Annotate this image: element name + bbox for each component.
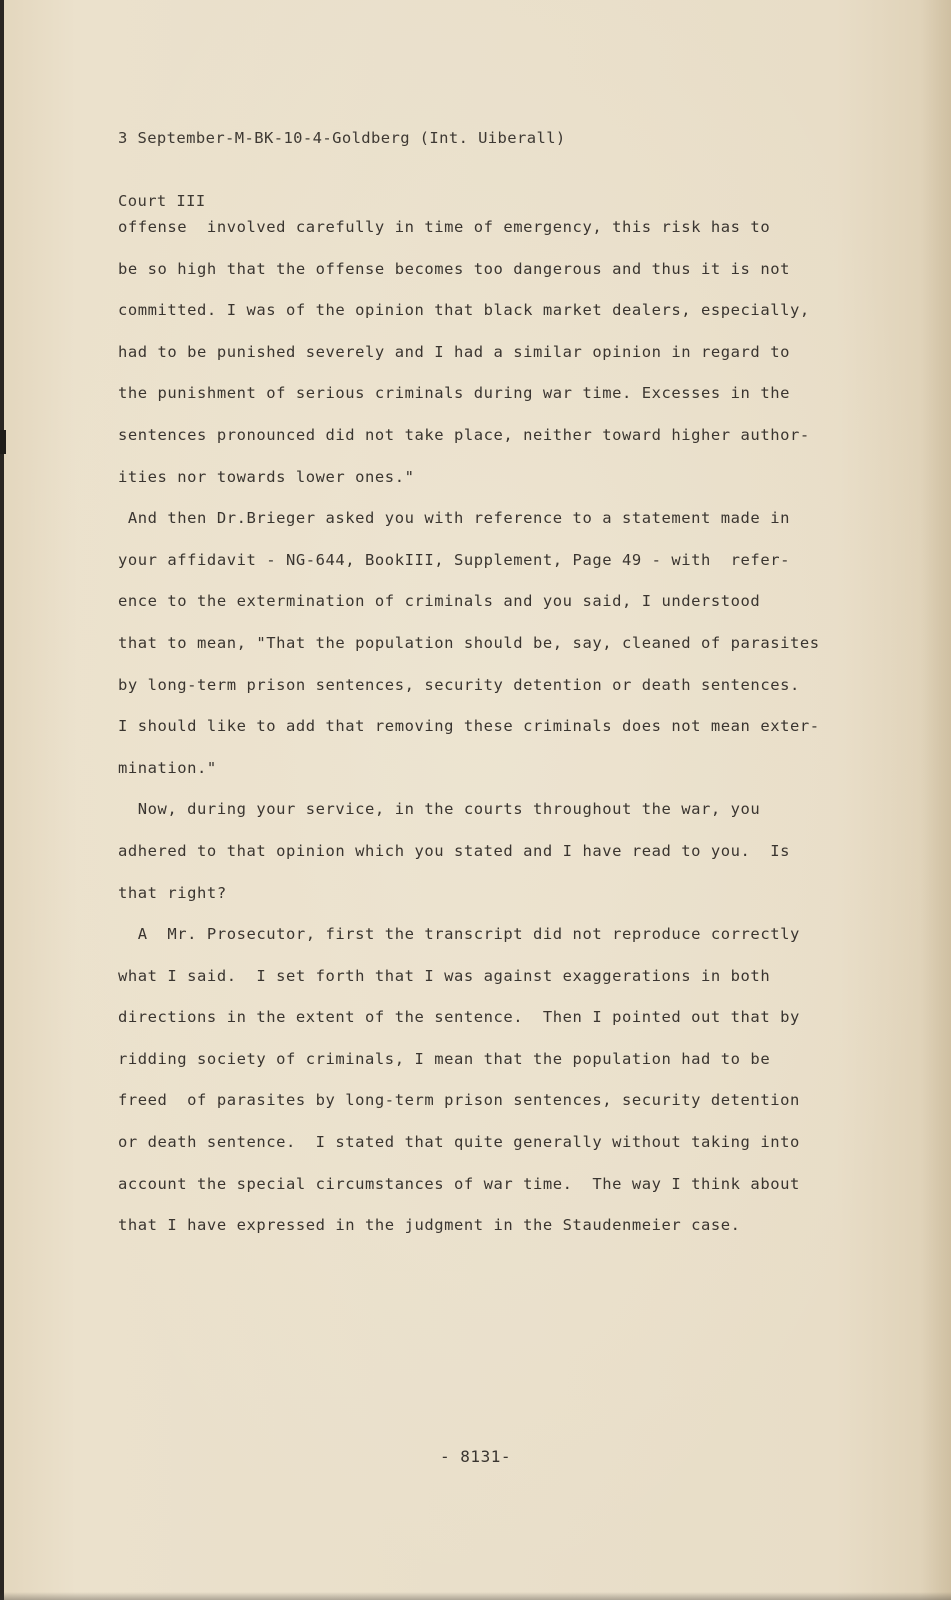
transcript-line: ridding society of criminals, I mean that the population had to be (118, 1049, 771, 1068)
header-session-line: 3 September-M-BK-10-4-Goldberg (Int. Uiberall) (118, 129, 566, 147)
transcript-line: committed. I was of the opinion that black market dealers, especially, (118, 301, 810, 320)
transcript-line: account the special circumstances of war time. The way I think about (118, 1174, 800, 1193)
transcript-line: mination." (118, 758, 217, 777)
transcript-line: had to be punished severely and I had a similar opinion in regard to (118, 342, 790, 361)
transcript-body (118, 207, 858, 1247)
scan-left-mark (0, 430, 6, 454)
transcript-line: that right? (118, 883, 227, 902)
transcript-line: that to mean, "That the population should be, say, cleaned of parasites (118, 633, 820, 652)
transcript-line: I should like to add that removing these criminals does not mean exter- (118, 717, 820, 736)
transcript-line: the punishment of serious criminals during war time. Excesses in the (118, 384, 790, 403)
transcript-line: what I said. I set forth that I was against exaggerations in both (118, 966, 771, 985)
transcript-line: sentences pronounced did not take place, neither toward higher author- (118, 425, 810, 444)
transcript-line: that I have expressed in the judgment in the Staudenmeier case. (118, 1216, 741, 1235)
scan-right-shadow (921, 0, 951, 1600)
scan-left-edge (0, 0, 4, 1600)
transcript-line: ence to the extermination of criminals and you said, I understood (118, 592, 761, 611)
transcript-line: freed of parasites by long-term prison sentences, security detention (118, 1091, 800, 1110)
transcript-line: directions in the extent of the sentence. Then I pointed out that by (118, 1008, 800, 1027)
transcript-line: offense involved carefully in time of emergency, this risk has to (118, 218, 771, 236)
transcript-line: or death sentence. I stated that quite generally without taking into (118, 1133, 800, 1152)
transcript-line: be so high that the offense becomes too dangerous and thus it is not (118, 259, 790, 278)
transcript-line: by long-term prison sentences, security detention or death sentences. (118, 675, 800, 694)
header-court-line: Court III (118, 192, 206, 210)
transcript-line: your affidavit - NG-644, BookIII, Supplement, Page 49 - with refer- (118, 550, 790, 569)
page-number: - 8131- (440, 1447, 511, 1466)
transcript-line: adhered to that opinion which you stated and I have read to you. Is (118, 841, 790, 860)
transcript-line: Now, during your service, in the courts throughout the war, you (118, 800, 761, 819)
transcript-line: ities nor towards lower ones." (118, 467, 415, 486)
transcript-line: And then Dr.Brieger asked you with reference to a statement made in (118, 509, 790, 528)
transcript-line: A Mr. Prosecutor, first the transcript did not reproduce correctly (118, 925, 800, 944)
scan-bottom-shadow (0, 1592, 951, 1600)
